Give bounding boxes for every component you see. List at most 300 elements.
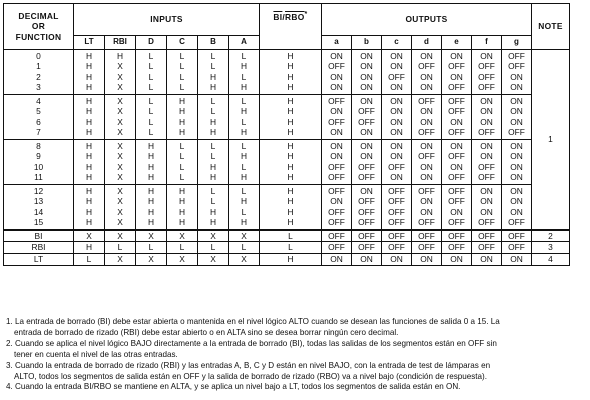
special-c-cell: X	[167, 230, 198, 242]
cell-value: ON	[510, 161, 523, 172]
special-b-cell: X	[198, 230, 229, 242]
output-f-cell	[472, 95, 502, 140]
cell-value: H	[85, 116, 93, 127]
col-out-e: e	[442, 36, 472, 50]
footnote-text: 4. Cuando la entrada BI/RBO se mantiene en ALTA, y se aplica un nivel bajo a LT, todos los segmentos de salida están en ON.	[6, 382, 461, 392]
cell-value: ON	[420, 106, 433, 117]
cell-value: OFF	[508, 61, 525, 72]
cell-value: ON	[360, 186, 373, 196]
cell-value: ON	[450, 51, 463, 61]
cell-value: ON	[390, 51, 403, 61]
cell-value: H	[116, 51, 124, 61]
function-cell	[4, 185, 74, 230]
cell-value: ON	[480, 186, 493, 196]
output-f-cell	[472, 50, 502, 95]
cell-value: H	[209, 127, 217, 138]
cell-value: H	[178, 106, 186, 117]
cell-value: ON	[360, 127, 373, 138]
cell-value: H	[147, 141, 155, 151]
cell-value: OFF	[388, 217, 405, 228]
cell-value: OFF	[478, 82, 495, 93]
cell-value: H	[287, 71, 294, 82]
output-d-cell	[412, 140, 442, 185]
cell-value: ON	[510, 151, 523, 162]
cell-value: X	[117, 217, 123, 228]
input-a-cell	[229, 50, 260, 95]
cell-value: ON	[360, 51, 373, 61]
output-b-cell	[352, 140, 382, 185]
special-output-cell: ON	[322, 254, 352, 266]
special-row	[4, 242, 570, 254]
header-line: FUNCTION	[15, 31, 62, 42]
special-lt-cell: L	[74, 254, 105, 266]
input-rbi-cell	[105, 185, 136, 230]
cell-value: ON	[330, 82, 343, 93]
cell-value: ON	[360, 71, 373, 82]
special-output-cell: ON	[442, 254, 472, 266]
input-bi-rbo-cell	[260, 95, 322, 140]
cell-value: ON	[390, 61, 403, 72]
cell-value: H	[240, 127, 248, 138]
cell-value: H	[85, 161, 93, 172]
special-output-cell: OFF	[442, 242, 472, 254]
cell-value: ON	[480, 51, 493, 61]
cell-value: L	[179, 161, 185, 172]
special-output-cell: OFF	[352, 230, 382, 242]
cell-value: L	[241, 141, 247, 151]
output-a-cell	[322, 140, 352, 185]
cell-value: OFF	[418, 217, 435, 228]
special-rbi-cell: L	[105, 242, 136, 254]
cell-value: L	[241, 96, 247, 106]
cell-value: ON	[480, 206, 493, 217]
cell-value: OFF	[328, 161, 345, 172]
input-c-cell	[167, 95, 198, 140]
cell-value: H	[178, 206, 186, 217]
cell-value: ON	[330, 106, 343, 117]
cell-value: L	[179, 71, 185, 82]
cell-value: 11	[34, 172, 43, 183]
cell-value: H	[240, 106, 248, 117]
special-output-cell: ON	[502, 254, 532, 266]
cell-value: OFF	[448, 61, 465, 72]
cell-value: L	[148, 127, 154, 138]
input-a-cell	[229, 140, 260, 185]
cell-value: OFF	[508, 217, 525, 228]
cell-value: L	[148, 51, 154, 61]
input-d-cell	[136, 140, 167, 185]
cell-value: H	[85, 151, 93, 162]
cell-value: ON	[420, 196, 433, 207]
col-lt: LT	[74, 36, 105, 50]
cell-value: H	[209, 161, 217, 172]
function-cell	[4, 50, 74, 95]
input-b-cell	[198, 95, 229, 140]
cell-value: H	[287, 161, 294, 172]
special-output-cell: ON	[352, 254, 382, 266]
cell-value: ON	[360, 61, 373, 72]
cell-value: L	[148, 71, 154, 82]
cell-value: ON	[390, 172, 403, 183]
footnote-text: 3. Cuando la entrada de borrado de rizado (RBI) y las entradas A, B, C y D están en nivel BAJO, con la entrada de test de lámparas en	[6, 360, 491, 370]
cell-value: OFF	[418, 186, 435, 196]
cell-value: ON	[390, 106, 403, 117]
cell-value: ON	[390, 96, 403, 106]
output-b-cell	[352, 185, 382, 230]
cell-value: OFF	[358, 217, 375, 228]
input-rbi-cell	[105, 140, 136, 185]
output-e-cell	[442, 50, 472, 95]
function-cell	[4, 95, 74, 140]
input-c-cell	[167, 50, 198, 95]
cell-value: L	[179, 172, 185, 183]
cell-value: H	[287, 106, 294, 117]
special-output-cell: ON	[472, 254, 502, 266]
outputs-header: OUTPUTS	[322, 4, 532, 36]
cell-value: OFF	[448, 172, 465, 183]
output-g-cell	[502, 185, 532, 230]
cell-value: ON	[330, 151, 343, 162]
function-cell	[4, 140, 74, 185]
col-out-b: b	[352, 36, 382, 50]
cell-value: X	[117, 127, 123, 138]
cell-value: ON	[330, 196, 343, 207]
cell-value: ON	[480, 116, 493, 127]
cell-value: H	[147, 172, 155, 183]
cell-value: OFF	[328, 186, 345, 196]
cell-value: OFF	[448, 106, 465, 117]
cell-value: L	[241, 71, 247, 82]
cell-value: 8	[36, 141, 41, 151]
cell-value: 0	[36, 51, 41, 61]
cell-value: ON	[510, 206, 523, 217]
cell-value: ON	[420, 206, 433, 217]
cell-value: ON	[510, 172, 523, 183]
special-output-cell: OFF	[472, 230, 502, 242]
digit-groups	[4, 50, 570, 230]
output-g-cell	[502, 50, 532, 95]
col-out-f: f	[472, 36, 502, 50]
cell-value: L	[210, 96, 216, 106]
note-cell: 1	[532, 50, 570, 230]
cell-value: 10	[33, 161, 44, 172]
cell-value: ON	[390, 151, 403, 162]
cell-value: ON	[510, 196, 523, 207]
cell-value: ON	[510, 96, 523, 106]
cell-value: OFF	[448, 196, 465, 207]
cell-value: H	[85, 96, 93, 106]
col-c: C	[167, 36, 198, 50]
cell-value: H	[178, 127, 186, 138]
cell-value: OFF	[328, 61, 345, 72]
cell-value: OFF	[478, 127, 495, 138]
output-c-cell	[382, 95, 412, 140]
output-c-cell	[382, 140, 412, 185]
cell-value: X	[117, 82, 123, 93]
special-output-cell: ON	[382, 254, 412, 266]
cell-value: X	[117, 141, 123, 151]
truth-table-container	[3, 3, 570, 266]
special-output-cell: OFF	[472, 242, 502, 254]
cell-value: L	[148, 61, 154, 72]
cell-value: L	[241, 161, 247, 172]
cell-value: OFF	[388, 71, 405, 82]
cell-value: 14	[33, 206, 44, 217]
special-output-cell: OFF	[502, 242, 532, 254]
output-a-cell	[322, 50, 352, 95]
input-d-cell	[136, 95, 167, 140]
cell-value: ON	[420, 71, 433, 82]
cell-value: OFF	[388, 196, 405, 207]
special-output-cell: OFF	[412, 242, 442, 254]
special-output-cell: OFF	[382, 242, 412, 254]
cell-value: H	[85, 196, 93, 207]
cell-value: 9	[36, 151, 41, 162]
footnote-text: 1. La entrada de borrado (BI) debe estar abierta o mantenida en el nivel lógico ALTO cuando se desean las funciones de salida 0 a 15. La	[6, 317, 500, 326]
cell-value: OFF	[448, 127, 465, 138]
cell-value: L	[241, 116, 247, 127]
digit-group-row	[4, 95, 570, 140]
cell-value: OFF	[478, 71, 495, 82]
input-d-cell	[136, 185, 167, 230]
cell-value: H	[147, 206, 155, 217]
cell-value: X	[117, 161, 123, 172]
special-row	[4, 254, 570, 266]
input-d-cell	[136, 50, 167, 95]
cell-value: H	[240, 196, 248, 207]
special-note-cell: 3	[532, 242, 570, 254]
input-rbi-cell	[105, 50, 136, 95]
output-e-cell	[442, 140, 472, 185]
cell-value: ON	[420, 161, 433, 172]
output-g-cell	[502, 140, 532, 185]
cell-value: H	[287, 217, 294, 228]
cell-value: 3	[36, 82, 41, 93]
cell-value: L	[179, 51, 185, 61]
cell-value: ON	[330, 141, 343, 151]
cell-value: OFF	[388, 206, 405, 217]
cell-value: ON	[360, 151, 373, 162]
special-output-cell: OFF	[412, 230, 442, 242]
cell-value: ON	[420, 141, 433, 151]
cell-value: H	[287, 186, 294, 196]
cell-value: ON	[330, 51, 343, 61]
cell-value: OFF	[388, 161, 405, 172]
digit-group-row	[4, 50, 570, 95]
rbo-label: $\overline{RBO}$	[285, 11, 305, 22]
special-output-cell: OFF	[322, 242, 352, 254]
cell-value: H	[178, 116, 186, 127]
cell-value: L	[148, 96, 154, 106]
footnote-text: ALTO, todos los segmentos de salida están en OFF y la salida de borrado de rizado (RBO) va a nivel bajo (condición de respuesta).	[14, 371, 487, 381]
digit-group-row	[4, 185, 570, 230]
cell-value: L	[241, 206, 247, 217]
cell-value: 13	[33, 196, 44, 207]
cell-value: H	[287, 82, 294, 93]
special-output-cell: OFF	[502, 230, 532, 242]
input-b-cell	[198, 50, 229, 95]
cell-value: ON	[480, 196, 493, 207]
cell-value: H	[178, 96, 186, 106]
special-output-cell: OFF	[382, 230, 412, 242]
special-b-cell: L	[198, 242, 229, 254]
cell-value: H	[287, 141, 294, 151]
special-a-cell: L	[229, 242, 260, 254]
col-rbi: RBI	[105, 36, 136, 50]
special-function-cell: BI	[4, 230, 74, 242]
cell-value: H	[209, 172, 217, 183]
output-d-cell	[412, 50, 442, 95]
cell-value: L	[148, 106, 154, 117]
cell-value: L	[210, 196, 216, 207]
footnote-3	[6, 361, 586, 383]
cell-value: OFF	[448, 96, 465, 106]
cell-value: H	[240, 151, 248, 162]
cell-value: L	[148, 82, 154, 93]
cell-value: X	[117, 172, 123, 183]
cell-value: H	[85, 71, 93, 82]
footnote-1	[6, 317, 586, 339]
header-line: DECIMAL	[18, 10, 59, 21]
cell-value: X	[117, 61, 123, 72]
special-note-cell: 4	[532, 254, 570, 266]
cell-value: OFF	[358, 172, 375, 183]
cell-value: H	[85, 206, 93, 217]
cell-value: L	[179, 82, 185, 93]
output-b-cell	[352, 50, 382, 95]
header-line: OR	[31, 21, 46, 32]
special-a-cell: X	[229, 230, 260, 242]
cell-value: ON	[330, 127, 343, 138]
cell-value: OFF	[358, 206, 375, 217]
footnote-4	[6, 382, 586, 393]
cell-value: H	[240, 217, 248, 228]
input-lt-cell	[74, 95, 105, 140]
output-c-cell	[382, 185, 412, 230]
cell-value: X	[117, 196, 123, 207]
cell-value: L	[210, 151, 216, 162]
special-bi-rbo-cell: H	[260, 254, 322, 266]
cell-value: H	[178, 196, 186, 207]
output-d-cell	[412, 95, 442, 140]
special-bi-rbo-cell: L	[260, 242, 322, 254]
cell-value: H	[209, 71, 217, 82]
output-b-cell	[352, 95, 382, 140]
cell-value: ON	[510, 141, 523, 151]
cell-value: X	[117, 96, 123, 106]
output-d-cell	[412, 185, 442, 230]
cell-value: H	[209, 206, 217, 217]
input-b-cell	[198, 185, 229, 230]
cell-value: X	[117, 206, 123, 217]
special-function-rows	[4, 230, 570, 266]
input-lt-cell	[74, 185, 105, 230]
col-d: D	[136, 36, 167, 50]
footnote-text: entrada de borrado de rizado (RBI) debe estar abierto o en ALTA sino se desea borrar ningún cero decimal.	[14, 327, 399, 337]
cell-value: H	[85, 141, 93, 151]
output-c-cell	[382, 50, 412, 95]
cell-value: ON	[420, 172, 433, 183]
special-function-cell: LT	[4, 254, 74, 266]
cell-value: ON	[510, 82, 523, 93]
bi-rbo-header	[260, 4, 322, 50]
cell-value: ON	[450, 161, 463, 172]
cell-value: ON	[480, 151, 493, 162]
special-output-cell: OFF	[322, 230, 352, 242]
cell-value: H	[147, 217, 155, 228]
col-out-g: g	[502, 36, 532, 50]
cell-value: ON	[450, 141, 463, 151]
cell-value: H	[209, 116, 217, 127]
col-b: B	[198, 36, 229, 50]
cell-value: H	[85, 51, 93, 61]
cell-value: H	[178, 217, 186, 228]
cell-value: OFF	[328, 96, 345, 106]
cell-value: X	[117, 151, 123, 162]
cell-value: ON	[360, 96, 373, 106]
cell-value: H	[240, 82, 248, 93]
inputs-header: INPUTS	[74, 4, 260, 36]
cell-value: OFF	[418, 61, 435, 72]
cell-value: ON	[360, 141, 373, 151]
cell-value: ON	[450, 116, 463, 127]
cell-value: X	[117, 71, 123, 82]
header-row	[4, 4, 570, 36]
cell-value: H	[209, 217, 217, 228]
cell-value: X	[117, 106, 123, 117]
cell-value: H	[147, 151, 155, 162]
input-lt-cell	[74, 50, 105, 95]
digit-group-row	[4, 140, 570, 185]
cell-value: L	[210, 106, 216, 117]
cell-value: 1	[36, 61, 41, 72]
col-a: A	[229, 36, 260, 50]
cell-value: H	[85, 172, 93, 183]
special-d-cell: X	[136, 254, 167, 266]
special-d-cell: L	[136, 242, 167, 254]
cell-value: H	[147, 161, 155, 172]
cell-value: H	[85, 61, 93, 72]
special-output-cell: ON	[412, 254, 442, 266]
cell-value: L	[179, 61, 185, 72]
cell-value: OFF	[358, 116, 375, 127]
cell-value: L	[148, 116, 154, 127]
cell-value: 4	[36, 96, 41, 106]
footnote-text: tener en cuenta el nivel de las otras entradas.	[14, 349, 178, 359]
special-d-cell: X	[136, 230, 167, 242]
cell-value: OFF	[358, 196, 375, 207]
cell-value: OFF	[478, 172, 495, 183]
cell-value: ON	[480, 96, 493, 106]
special-rbi-cell: X	[105, 230, 136, 242]
special-output-cell: OFF	[352, 242, 382, 254]
cell-value: ON	[480, 106, 493, 117]
cell-value: OFF	[328, 172, 345, 183]
cell-value: L	[241, 51, 247, 61]
cell-value: ON	[390, 141, 403, 151]
col-out-c: c	[382, 36, 412, 50]
cell-value: 2	[36, 71, 41, 82]
cell-value: ON	[450, 206, 463, 217]
cell-value: H	[287, 127, 294, 138]
cell-value: OFF	[328, 116, 345, 127]
cell-value: ON	[330, 71, 343, 82]
special-c-cell: L	[167, 242, 198, 254]
cell-value: ON	[420, 82, 433, 93]
input-b-cell	[198, 140, 229, 185]
bi-label: $\overline{BI}$	[273, 11, 283, 22]
cell-value: L	[210, 51, 216, 61]
